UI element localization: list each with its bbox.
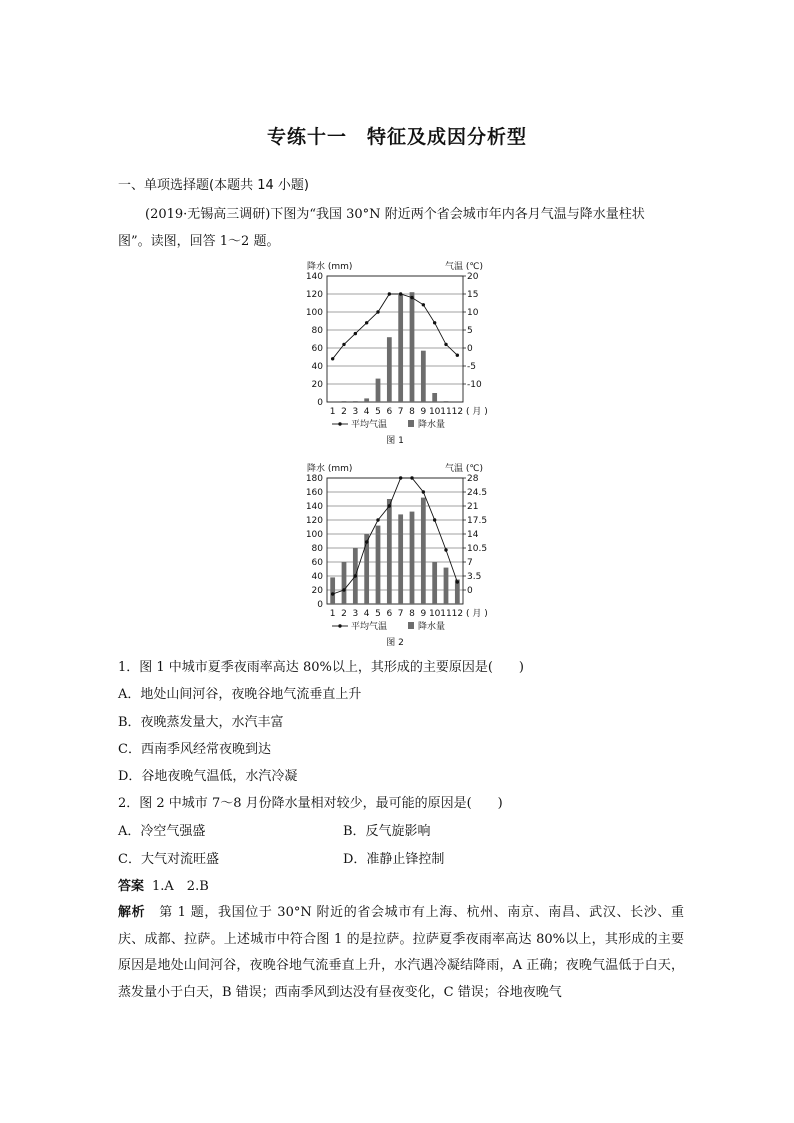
fig1-ylabel: 降水 (mm): [307, 262, 353, 272]
fig2-bar: [387, 499, 392, 604]
analysis-text: 第 1 题，我国位于 30°N 附近的省会城市有上海、杭州、南京、南昌、武汉、长沙、重庆、成都、拉萨。上述城市中符合图 1 的是拉萨。拉萨夏季夜雨率高达 80%以上，其形成的主要原因是地处山间河谷，夜晚谷地气流垂直上升，水汽遇冷凝结降雨，A 正确；夜晚气温低于白天，蒸发量小于白天，B 错误；西南季风到达没有昼夜变化，C 错误；谷地夜晚气: [118, 905, 684, 1000]
fig2-xtick-label: 6: [386, 609, 393, 619]
fig2-temperature-point: [354, 574, 357, 577]
fig1-y2tick-label: -5: [467, 362, 476, 372]
fig2-xtick-label: 2: [341, 609, 347, 619]
fig2-ytick-label: 80: [311, 544, 323, 554]
question-1-option-c: C．西南季风经常夜晚到达: [118, 742, 271, 757]
fig2-xtick-label: 9: [420, 609, 427, 619]
fig2-xtick-label: 5: [375, 609, 381, 619]
fig1-temperature-point: [444, 343, 447, 346]
fig1-temperature-point: [422, 303, 425, 306]
fig1-y2tick-label: 20: [467, 272, 479, 282]
fig2-ytick-label: 60: [311, 558, 323, 568]
section-heading: 一、单项选择题(本题共 14 小题): [118, 178, 309, 193]
fig2-y2tick-label: 0: [467, 586, 473, 596]
fig2-bar: [444, 568, 449, 604]
fig1-bar: [376, 379, 381, 402]
fig1-bar: [444, 401, 449, 402]
question-1-option-d: D．谷地夜晚气温低，水汽冷凝: [118, 769, 298, 784]
fig2-xtick-label: 4: [363, 609, 370, 619]
fig1-temperature-point: [388, 292, 391, 295]
fig1-ytick-label: 80: [311, 326, 323, 336]
fig1-bar: [342, 401, 347, 402]
fig1-legend-line-dot: [338, 422, 341, 425]
fig1-y2tick-label: 15: [467, 290, 479, 300]
fig1-plot-frame: [327, 276, 463, 402]
fig1-ytick-label: 140: [305, 272, 323, 282]
intro-line-1: (2019·无锡高三调研)下图为“我国 30°N 附近两个省会城市年内各月气温与降水量柱状: [145, 207, 645, 222]
fig1-xtick-label: 8: [409, 407, 415, 417]
fig2-y2tick-label: 24.5: [467, 488, 488, 498]
fig2-bar: [330, 577, 335, 604]
fig1-temperature-point: [433, 321, 436, 324]
fig1-xtick-label: 6: [386, 407, 393, 417]
fig2-caption: 图 2: [386, 638, 404, 648]
question-1-option-a: A．地处山间河谷，夜晚谷地气流垂直上升: [118, 687, 362, 702]
analysis-paragraph: [118, 900, 684, 1006]
fig1-temperature-point: [410, 296, 413, 299]
fig2-legend-temperature: 平均气温: [351, 622, 388, 632]
fig2-ytick-label: 40: [311, 572, 323, 582]
fig1-xtick-label: 3: [352, 407, 359, 417]
fig1-bar: [432, 393, 437, 402]
fig2-xtick-label: 11: [440, 609, 452, 619]
fig1-ytick-label: 100: [305, 308, 323, 318]
fig2-xtick-label: 3: [352, 609, 359, 619]
fig2-y2tick-label: 14: [467, 530, 479, 540]
fig2-ytick-label: 100: [305, 530, 323, 540]
fig2-xtick-label: 1: [329, 609, 336, 619]
fig2-temperature-point: [444, 548, 447, 551]
fig1-bar: [410, 292, 415, 402]
fig2-temperature-point: [342, 588, 345, 591]
fig1-xtick-label: 1: [329, 407, 336, 417]
fig1-bar: [364, 398, 369, 402]
fig2-bar: [398, 514, 403, 604]
fig1-temperature-point: [331, 357, 334, 360]
fig1-bar: [387, 337, 392, 402]
fig1-bar: [421, 351, 426, 402]
fig2-temperature-point: [388, 504, 391, 507]
answer-text: 1.A 2.B: [152, 879, 209, 894]
question-2-option-c: C．大气对流旺盛: [118, 852, 219, 867]
intro-line-2: 图”。读图，回答 1～2 题。: [118, 234, 280, 249]
fig2-y2tick-label: 21: [467, 502, 479, 512]
fig2-bar: [376, 526, 381, 604]
fig2-temperature-point: [456, 580, 459, 583]
fig1-caption: 图 1: [386, 436, 404, 446]
answer-label: 答案: [118, 879, 145, 894]
fig1-y2tick-label: 10: [467, 308, 479, 318]
fig1-xtick-label: 9: [420, 407, 427, 417]
fig1-ytick-label: 120: [305, 290, 323, 300]
fig1-xtick-label: 5: [375, 407, 381, 417]
fig2-xtick-label: 10: [428, 609, 441, 619]
fig2-temperature-point: [376, 518, 379, 521]
chart-figure-1: [295, 252, 505, 452]
fig2-y2label: 气温 (℃): [445, 464, 483, 474]
fig1-xunit: ( 月 ): [466, 407, 488, 417]
fig1-xtick-label: 2: [341, 407, 347, 417]
fig1-temperature-point: [365, 321, 368, 324]
fig2-ytick-label: 20: [311, 586, 323, 596]
fig1-legend-precipitation: 降水量: [418, 420, 446, 430]
analysis-label: 解析: [118, 905, 146, 920]
fig2-y2tick-label: 28: [467, 474, 479, 484]
fig2-xunit: ( 月 ): [466, 609, 488, 619]
fig1-xtick-label: 11: [440, 407, 452, 417]
fig1-y2tick-label: -10: [467, 380, 482, 390]
fig1-legend-temperature: 平均气温: [351, 420, 388, 430]
fig1-y2label: 气温 (℃): [445, 262, 483, 272]
answer-line: [118, 875, 209, 894]
question-1-option-b: B．夜晚蒸发量大，水汽丰富: [118, 715, 284, 730]
fig2-temperature-point: [422, 490, 425, 493]
fig2-temperature-point: [399, 476, 402, 479]
fig1-bar: [398, 295, 403, 402]
fig1-xtick-label: 12: [451, 407, 464, 417]
fig1-ytick-label: 40: [311, 362, 323, 372]
fig2-legend-precipitation: 降水量: [418, 622, 446, 632]
fig2-y2tick-label: 10.5: [467, 544, 488, 554]
fig2-bar: [410, 512, 415, 604]
fig1-temperature-line: [333, 294, 458, 359]
fig1-temperature-point: [354, 332, 357, 335]
fig1-ytick-label: 0: [317, 398, 323, 408]
fig1-bar: [353, 401, 358, 402]
fig1-xtick-label: 4: [363, 407, 370, 417]
fig1-temperature-point: [399, 292, 402, 295]
fig2-temperature-point: [331, 592, 334, 595]
fig2-xtick-label: 12: [451, 609, 464, 619]
fig2-bar: [342, 562, 347, 604]
fig1-xtick-label: 7: [397, 407, 404, 417]
question-2-option-b: B．反气旋影响: [343, 824, 431, 839]
fig1-legend-bar-swatch: [408, 420, 414, 427]
page-title: 专练十一 特征及成因分析型: [266, 126, 527, 148]
fig1-temperature-point: [342, 343, 345, 346]
fig1-y2tick-label: 5: [467, 326, 473, 336]
fig2-legend-bar-swatch: [408, 622, 414, 629]
fig2-ylabel: 降水 (mm): [307, 464, 353, 474]
fig1-temperature-point: [376, 310, 379, 313]
question-2-option-a: A．冷空气强盛: [118, 824, 206, 839]
chart-figure-2: [295, 458, 505, 648]
fig2-ytick-label: 0: [317, 600, 323, 610]
fig2-legend-line-dot: [338, 624, 341, 627]
fig2-temperature-point: [365, 540, 368, 543]
fig2-ytick-label: 160: [305, 488, 323, 498]
fig2-bar: [432, 562, 437, 604]
fig1-ytick-label: 20: [311, 380, 323, 390]
fig2-y2tick-label: 7: [467, 558, 473, 568]
fig2-y2tick-label: 3.5: [467, 572, 482, 582]
fig1-temperature-point: [456, 354, 459, 357]
fig1-xtick-label: 10: [428, 407, 441, 417]
fig2-y2tick-label: 17.5: [467, 516, 488, 526]
fig1-y2tick-label: 0: [467, 344, 473, 354]
fig2-ytick-label: 180: [305, 474, 323, 484]
fig1-ytick-label: 60: [311, 344, 323, 354]
question-2-stem: 2．图 2 中城市 7～8 月份降水量相对较少，最可能的原因是( ): [118, 796, 503, 811]
fig2-temperature-point: [433, 518, 436, 521]
fig2-temperature-point: [410, 476, 413, 479]
fig2-temperature-line: [333, 478, 458, 594]
fig2-ytick-label: 140: [305, 502, 323, 512]
question-2-option-d: D．准静止锋控制: [343, 852, 445, 867]
question-1-stem: 1．图 1 中城市夏季夜雨率高达 80%以上，其形成的主要原因是( ): [118, 660, 524, 675]
fig2-bar: [421, 498, 426, 604]
fig2-bar: [364, 534, 369, 604]
fig2-ytick-label: 120: [305, 516, 323, 526]
fig2-xtick-label: 7: [397, 609, 404, 619]
fig2-xtick-label: 8: [409, 609, 415, 619]
